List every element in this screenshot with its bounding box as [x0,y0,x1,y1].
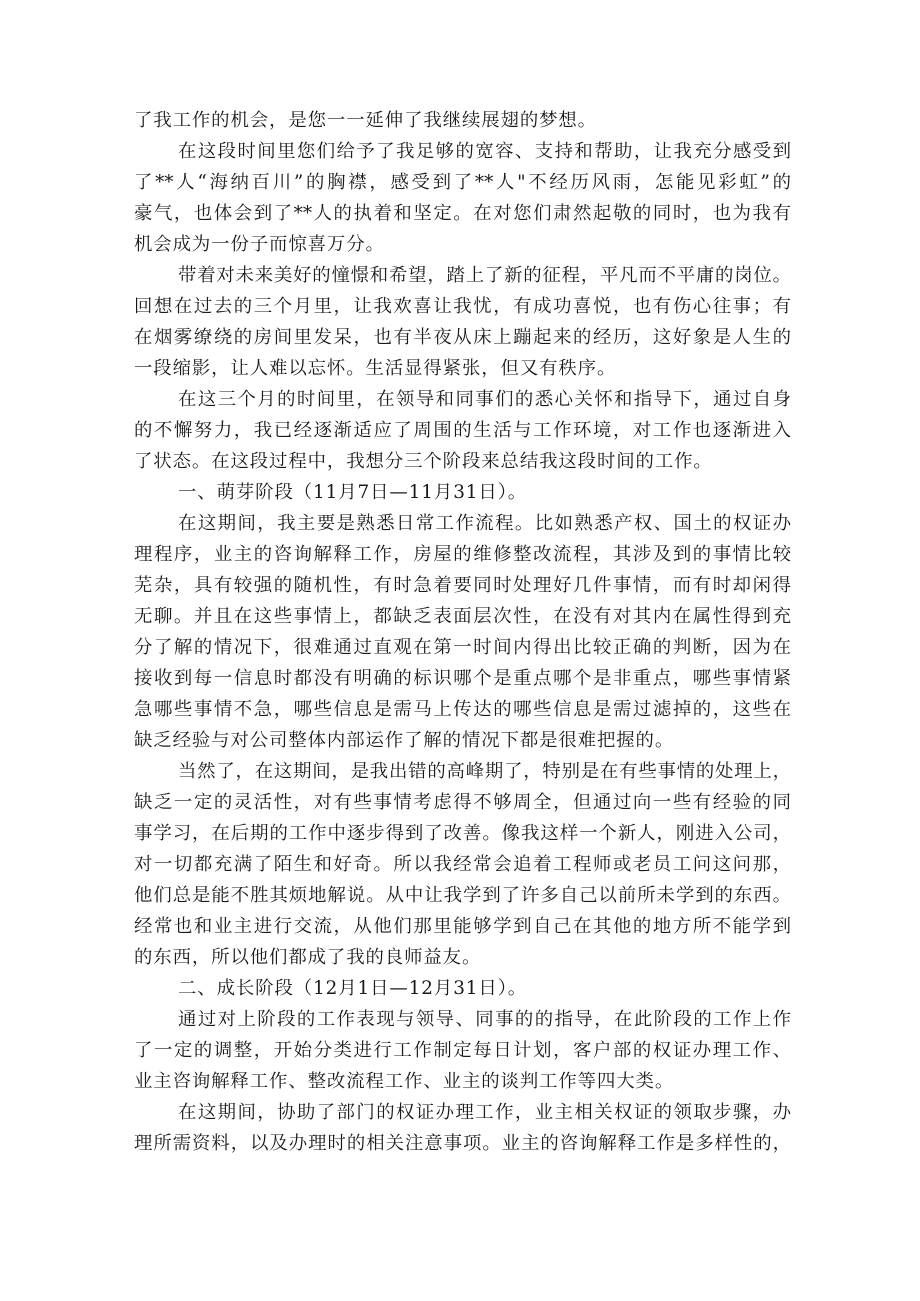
text-line: 芜杂，具有较强的随机性，有时急着要同时处理好几件事情，而有时却闲得 [134,575,791,596]
text-line: 了状态。在这段过程中，我想分三个阶段来总结我这段时间的工作。 [134,451,713,472]
document-body [134,105,791,1159]
text-line: 二、成长阶段（12月1日—12月31日）。 [178,978,528,999]
text-line: 事学习，在后期的工作中逐步得到了改善。像我这样一个新人，刚进入公司， [134,823,791,844]
text-line: 一、萌芽阶段（11月7日—11月31日）。 [178,482,528,503]
text-line: 当然了，在这期间，是我出错的高峰期了，特别是在有些事情的处理上， [178,761,791,782]
text-line: 在这期间，协助了部门的权证办理工作，业主相关权证的领取步骤，办 [178,1102,791,1123]
document-page [134,105,791,1159]
text-line: 在这段时间里您们给予了我足够的宽容、支持和帮助，让我充分感受到 [178,141,791,162]
text-line: 的不懈努力，我已经逐渐适应了周围的生活与工作环境，对工作也逐渐进入 [134,420,791,441]
text-line: 回想在过去的三个月里，让我欢喜让我忧，有成功喜悦，也有伤心往事；有 [134,296,791,317]
text-line: 豪气，也体会到了**人的执着和坚定。在对您们肃然起敬的同时，也为我有 [134,203,791,224]
text-line: 缺乏经验与对公司整体内部运作了解的情况下都是很难把握的。 [134,730,675,751]
text-line: 在烟雾缭绕的房间里发呆，也有半夜从床上蹦起来的经历，这好象是人生的 [134,327,791,348]
text-line: 一段缩影，让人难以忘怀。生活显得紧张，但又有秩序。 [134,358,617,379]
text-line: 带着对未来美好的憧憬和希望，踏上了新的征程，平凡而不平庸的岗位。 [178,265,791,286]
text-line: 对一切都充满了陌生和好奇。所以我经常会追着工程师或老员工问这问那， [134,854,791,875]
text-line: 经常也和业主进行交流，从他们那里能够学到自己在其他的地方所不能学到 [134,916,791,937]
text-line: 通过对上阶段的工作表现与领导、同事的的指导，在此阶段的工作上作 [178,1009,791,1030]
text-line: 业主咨询解释工作、整改流程工作、业主的谈判工作等四大类。 [134,1071,675,1092]
text-line: 在这三个月的时间里，在领导和同事们的悉心关怀和指导下，通过自身 [178,389,791,410]
text-line: 他们总是能不胜其烦地解说。从中让我学到了许多自己以前所未学到的东西。 [134,885,791,906]
text-line: 了**人“海纳百川”的胸襟，感受到了**人"不经历风雨，怎能见彩虹”的 [134,172,791,193]
text-line: 缺乏一定的灵活性，对有些事情考虑得不够周全，但通过向一些有经验的同 [134,792,791,813]
text-line: 理程序，业主的咨询解释工作，房屋的维修整改流程，其涉及到的事情比较 [134,544,791,565]
text-line: 了一定的调整，开始分类进行工作制定每日计划，客户部的权证办理工作、 [134,1040,791,1061]
text-line: 机会成为一份子而惊喜万分。 [134,234,385,255]
text-line: 的东西，所以他们都成了我的良师益友。 [134,947,482,968]
text-line: 在这期间，我主要是熟悉日常工作流程。比如熟悉产权、国土的权证办 [178,513,791,534]
text-line: 分了解的情况下，很难通过直观在第一时间内得出比较正确的判断，因为在 [134,637,791,658]
text-line: 急哪些事情不急，哪些信息是需马上传达的哪些信息是需过滤掉的，这些在 [134,699,791,720]
text-line: 理所需资料，以及办理时的相关注意事项。业主的咨询解释工作是多样性的， [134,1133,791,1154]
text-line: 接收到每一信息时都没有明确的标识哪个是重点哪个是非重点，哪些事情紧 [134,668,791,689]
text-line: 无聊。并且在这些事情上，都缺乏表面层次性，在没有对其内在属性得到充 [134,606,791,627]
text-line: 了我工作的机会，是您一一延伸了我继续展翅的梦想。 [134,110,597,131]
